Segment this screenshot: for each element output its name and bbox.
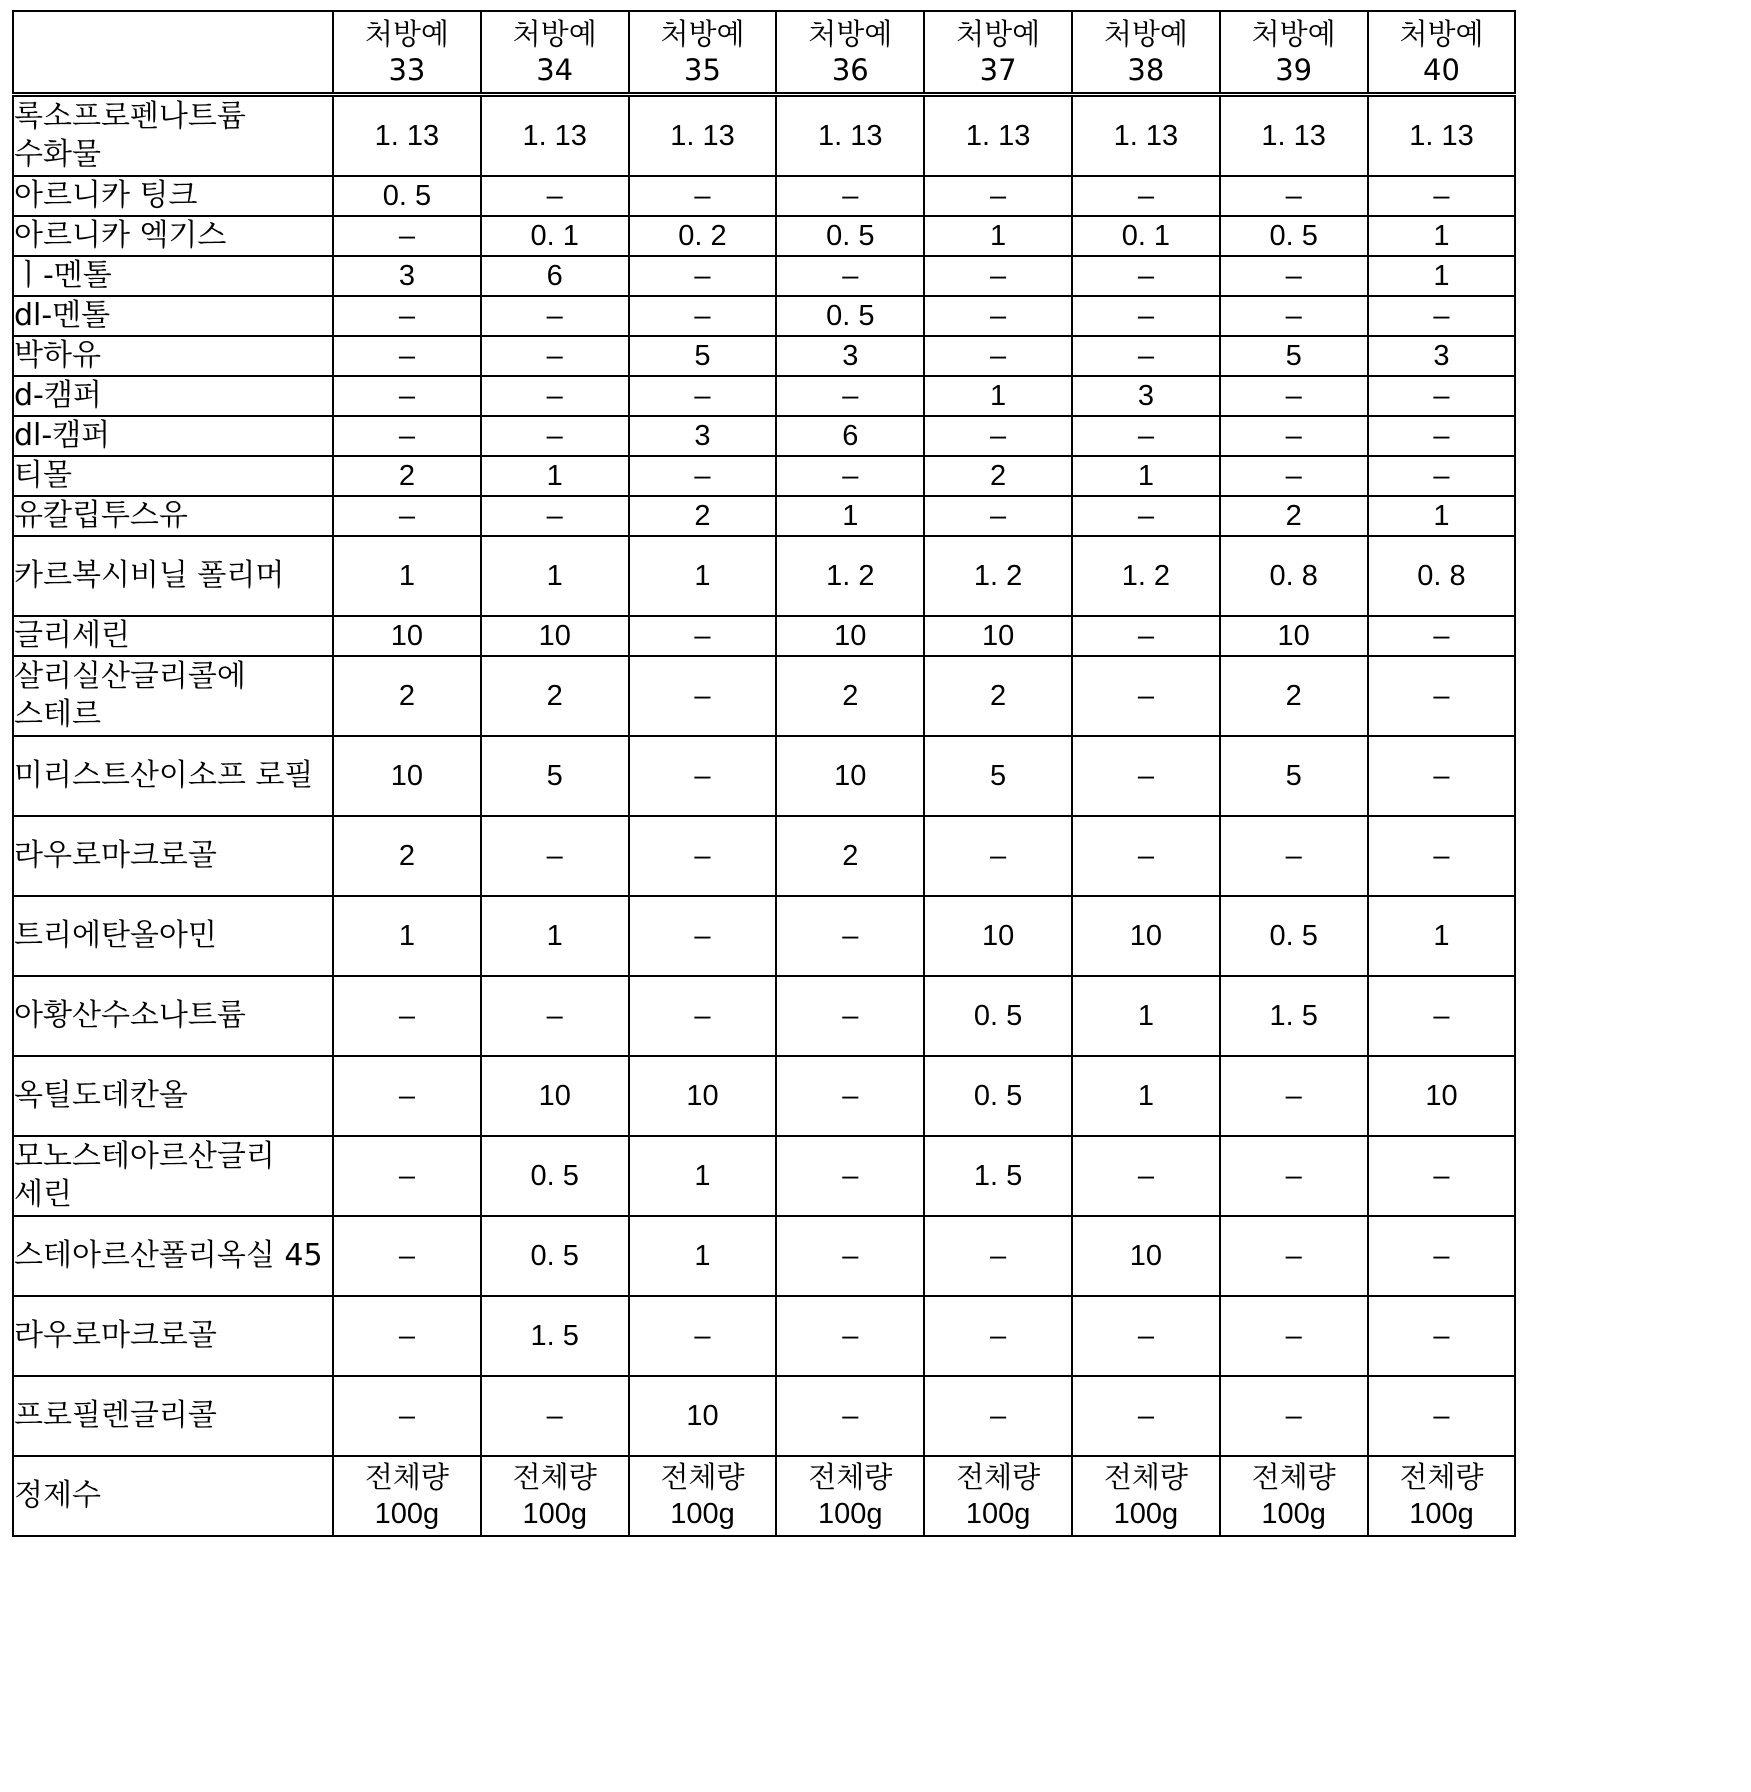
amount-cell: – [924, 496, 1072, 536]
amount-cell: 2 [333, 656, 481, 736]
amount-cell: 10 [924, 616, 1072, 656]
amount-cell: – [1072, 816, 1220, 896]
amount-cell: – [1368, 176, 1516, 216]
amount-cell: – [333, 1376, 481, 1456]
amount-cell: – [776, 1376, 924, 1456]
total-amount: 100g [670, 1498, 735, 1530]
amount-cell: 10 [1368, 1056, 1516, 1136]
ingredient-label: 라우로마크로골 [13, 1296, 333, 1376]
amount-cell: 1 [333, 536, 481, 616]
total-amount: 100g [818, 1498, 883, 1530]
amount-cell: – [924, 176, 1072, 216]
amount-cell: 1 [1072, 456, 1220, 496]
amount-cell: 1 [1368, 256, 1516, 296]
ingredient-label: 살리실산글리콜에 스테르 [13, 656, 333, 736]
amount-cell: – [776, 256, 924, 296]
total-amount-cell [1072, 1456, 1220, 1536]
amount-cell: 10 [924, 896, 1072, 976]
table-row [13, 376, 1515, 416]
amount-cell: – [1368, 1296, 1516, 1376]
amount-cell: – [1072, 656, 1220, 736]
table-row [13, 95, 1515, 177]
column-header-34 [481, 11, 629, 95]
total-amount-cell [924, 1456, 1072, 1536]
table-row [13, 896, 1515, 976]
ingredient-label: 라우로마크로골 [13, 816, 333, 896]
amount-cell: 0. 5 [1220, 896, 1368, 976]
table-row [13, 1376, 1515, 1456]
amount-cell: 2 [776, 816, 924, 896]
amount-cell: – [629, 976, 777, 1056]
column-header-title: 처방예 [364, 17, 449, 51]
total-label: 전체량 [1103, 1462, 1188, 1494]
column-header-37 [924, 11, 1072, 95]
amount-cell: 3 [1072, 376, 1220, 416]
amount-cell: – [1072, 1136, 1220, 1216]
amount-cell: – [481, 816, 629, 896]
table-row [13, 1136, 1515, 1216]
amount-cell: 1 [1072, 1056, 1220, 1136]
ingredient-label: 티몰 [13, 456, 333, 496]
amount-cell: 2 [924, 656, 1072, 736]
amount-cell: – [1220, 456, 1368, 496]
amount-cell: – [333, 376, 481, 416]
amount-cell: – [629, 816, 777, 896]
amount-cell: 10 [776, 736, 924, 816]
total-amount-cell [1220, 1456, 1368, 1536]
ingredient-label: 모노스테아르산글리 세린 [13, 1136, 333, 1216]
amount-cell: 2 [924, 456, 1072, 496]
total-label: 전체량 [1399, 1462, 1484, 1494]
amount-cell: 6 [481, 256, 629, 296]
amount-cell: 1. 2 [1072, 536, 1220, 616]
column-header-35 [629, 11, 777, 95]
column-header-38 [1072, 11, 1220, 95]
amount-cell: 2 [776, 656, 924, 736]
amount-cell: – [776, 1056, 924, 1136]
total-amount-cell [1368, 1456, 1516, 1536]
amount-cell: – [333, 416, 481, 456]
table-row [13, 616, 1515, 656]
amount-cell: – [629, 376, 777, 416]
total-label: 전체량 [956, 1462, 1041, 1494]
total-amount-cell [629, 1456, 777, 1536]
amount-cell: – [1368, 736, 1516, 816]
ingredient-label: 아황산수소나트륨 [13, 976, 333, 1056]
total-amount: 100g [1113, 1498, 1179, 1530]
amount-cell: 1 [1368, 896, 1516, 976]
table-row [13, 256, 1515, 296]
amount-cell: 1 [629, 536, 777, 616]
amount-cell: – [481, 296, 629, 336]
amount-cell: – [776, 456, 924, 496]
amount-cell: – [481, 976, 629, 1056]
amount-cell: – [776, 1296, 924, 1376]
amount-cell: – [1220, 256, 1368, 296]
amount-cell: 2 [1220, 496, 1368, 536]
amount-cell: – [1072, 1296, 1220, 1376]
amount-cell: – [1072, 416, 1220, 456]
total-amount-cell [481, 1456, 629, 1536]
amount-cell: 10 [1072, 1216, 1220, 1296]
amount-cell: – [1072, 336, 1220, 376]
amount-cell: – [776, 896, 924, 976]
total-label: 전체량 [364, 1462, 449, 1494]
amount-cell: – [1220, 1376, 1368, 1456]
column-header-number: 38 [1127, 53, 1165, 87]
amount-cell: – [333, 216, 481, 256]
ingredient-label: 정제수 [13, 1456, 333, 1536]
table-row [13, 656, 1515, 736]
amount-cell: 1 [1368, 216, 1516, 256]
amount-cell: 0. 1 [1072, 216, 1220, 256]
amount-cell: – [629, 736, 777, 816]
amount-cell: – [1220, 1136, 1368, 1216]
column-header-36 [776, 11, 924, 95]
total-label: 전체량 [660, 1462, 745, 1494]
total-label: 전체량 [512, 1462, 597, 1494]
amount-cell: – [1072, 296, 1220, 336]
table-row [13, 176, 1515, 216]
amount-cell: 5 [1220, 336, 1368, 376]
amount-cell: 0. 1 [481, 216, 629, 256]
ingredient-label: d-캠퍼 [13, 376, 333, 416]
amount-cell: – [924, 416, 1072, 456]
amount-cell: 1. 13 [629, 95, 777, 177]
amount-cell: 1 [629, 1136, 777, 1216]
amount-cell: 1. 13 [1072, 95, 1220, 177]
amount-cell: 5 [924, 736, 1072, 816]
total-amount: 100g [522, 1498, 587, 1530]
table-body [13, 95, 1515, 1537]
amount-cell: – [1072, 496, 1220, 536]
amount-cell: 1. 13 [481, 95, 629, 177]
column-header-number: 34 [536, 53, 574, 87]
amount-cell: 1 [1368, 496, 1516, 536]
amount-cell: – [1368, 1216, 1516, 1296]
amount-cell: – [1368, 376, 1516, 416]
header-row [13, 11, 1515, 95]
ingredient-label: 아르니카 팅크 [13, 176, 333, 216]
column-header-number: 40 [1423, 53, 1460, 87]
ingredient-label: 트리에탄올아민 [13, 896, 333, 976]
amount-cell: 3 [776, 336, 924, 376]
ingredient-label: 옥틸도데칸올 [13, 1056, 333, 1136]
amount-cell: 5 [481, 736, 629, 816]
amount-cell: – [924, 336, 1072, 376]
amount-cell: 0. 2 [629, 216, 777, 256]
amount-cell: 0. 8 [1368, 536, 1516, 616]
formulation-table-container [12, 10, 1516, 1537]
amount-cell: 2 [333, 816, 481, 896]
amount-cell: 0. 5 [481, 1216, 629, 1296]
ingredient-label: 록소프로펜나트륨 수화물 [13, 95, 333, 177]
amount-cell: 6 [776, 416, 924, 456]
amount-cell: 1 [481, 456, 629, 496]
total-label: 전체량 [1251, 1462, 1336, 1494]
ingredient-label: 아르니카 엑기스 [13, 216, 333, 256]
amount-cell: 1 [629, 1216, 777, 1296]
amount-cell: – [629, 896, 777, 976]
table-row [13, 416, 1515, 456]
amount-cell: 0. 5 [776, 296, 924, 336]
table-row [13, 1216, 1515, 1296]
ingredient-label: 미리스트산이소프 로필 [13, 736, 333, 816]
amount-cell: 0. 5 [1220, 216, 1368, 256]
amount-cell: – [629, 616, 777, 656]
total-amount: 100g [374, 1498, 440, 1530]
ingredient-label: 박하유 [13, 336, 333, 376]
total-amount-cell [776, 1456, 924, 1536]
amount-cell: 2 [481, 656, 629, 736]
ingredient-label: 프로필렌글리콜 [13, 1376, 333, 1456]
table-row [13, 976, 1515, 1056]
formulation-table [12, 10, 1516, 1537]
amount-cell: 1. 2 [776, 536, 924, 616]
amount-cell: 1. 5 [1220, 976, 1368, 1056]
amount-cell: – [333, 296, 481, 336]
amount-cell: 1. 5 [481, 1296, 629, 1376]
column-header-39 [1220, 11, 1368, 95]
amount-cell: – [629, 1296, 777, 1376]
column-header-40 [1368, 11, 1516, 95]
amount-cell: – [1368, 656, 1516, 736]
amount-cell: 10 [333, 616, 481, 656]
column-header-number: 37 [979, 53, 1017, 87]
amount-cell: – [1220, 176, 1368, 216]
amount-cell: 5 [629, 336, 777, 376]
amount-cell: – [924, 1216, 1072, 1296]
amount-cell: – [333, 496, 481, 536]
column-header-number: 36 [831, 53, 869, 87]
column-header-title: 처방예 [1103, 17, 1188, 51]
amount-cell: 10 [776, 616, 924, 656]
amount-cell: – [481, 176, 629, 216]
total-amount-cell [333, 1456, 481, 1536]
total-amount: 100g [1261, 1498, 1326, 1530]
ingredient-label: ㅣ-멘톨 [13, 256, 333, 296]
amount-cell: – [776, 976, 924, 1056]
amount-cell: 2 [629, 496, 777, 536]
amount-cell: – [481, 416, 629, 456]
amount-cell: – [1072, 736, 1220, 816]
total-label: 전체량 [808, 1462, 893, 1494]
amount-cell: – [1220, 416, 1368, 456]
table-row [13, 1056, 1515, 1136]
amount-cell: – [1368, 816, 1516, 896]
amount-cell: – [1368, 456, 1516, 496]
amount-cell: – [1368, 976, 1516, 1056]
amount-cell: – [333, 1296, 481, 1376]
amount-cell: 1 [481, 536, 629, 616]
amount-cell: – [1368, 1376, 1516, 1456]
amount-cell: 1 [481, 896, 629, 976]
amount-cell: – [333, 976, 481, 1056]
table-row [13, 336, 1515, 376]
amount-cell: – [1368, 616, 1516, 656]
amount-cell: 10 [629, 1376, 777, 1456]
amount-cell: 1. 13 [1368, 95, 1516, 177]
amount-cell: – [333, 1216, 481, 1296]
amount-cell: 1. 5 [924, 1136, 1072, 1216]
column-header-title: 처방예 [1399, 17, 1484, 51]
amount-cell: – [776, 176, 924, 216]
amount-cell: 1. 13 [1220, 95, 1368, 177]
amount-cell: 0. 5 [776, 216, 924, 256]
table-row [13, 736, 1515, 816]
amount-cell: 0. 5 [333, 176, 481, 216]
column-header-title: 처방예 [956, 17, 1041, 51]
amount-cell: 5 [1220, 736, 1368, 816]
amount-cell: – [1220, 1296, 1368, 1376]
amount-cell: 10 [1220, 616, 1368, 656]
amount-cell: – [1072, 176, 1220, 216]
amount-cell: – [629, 296, 777, 336]
amount-cell: 10 [629, 1056, 777, 1136]
ingredient-label: 글리세린 [13, 616, 333, 656]
table-row [13, 1296, 1515, 1376]
column-header-number: 39 [1275, 53, 1313, 87]
amount-cell: 1 [924, 376, 1072, 416]
amount-cell: 1. 13 [924, 95, 1072, 177]
table-row [13, 296, 1515, 336]
amount-cell: – [1072, 616, 1220, 656]
amount-cell: – [629, 176, 777, 216]
amount-cell: – [629, 656, 777, 736]
table-row [13, 456, 1515, 496]
amount-cell: – [776, 1216, 924, 1296]
amount-cell: – [1220, 816, 1368, 896]
amount-cell: 1. 13 [333, 95, 481, 177]
total-amount: 100g [1409, 1498, 1474, 1530]
column-header-title: 처방예 [808, 17, 893, 51]
amount-cell: – [1368, 296, 1516, 336]
amount-cell: 10 [481, 1056, 629, 1136]
corner-cell [13, 11, 333, 95]
table-row [13, 816, 1515, 896]
amount-cell: 1 [924, 216, 1072, 256]
column-header-title: 처방예 [660, 17, 745, 51]
amount-cell: 10 [481, 616, 629, 656]
amount-cell: 0. 5 [481, 1136, 629, 1216]
table-row [13, 536, 1515, 616]
amount-cell: – [1220, 1056, 1368, 1136]
amount-cell: – [1368, 416, 1516, 456]
amount-cell: 3 [629, 416, 777, 456]
amount-cell: – [629, 256, 777, 296]
ingredient-label: 카르복시비닐 폴리머 [13, 536, 333, 616]
amount-cell: 1. 13 [776, 95, 924, 177]
column-header-33 [333, 11, 481, 95]
total-amount: 100g [965, 1498, 1031, 1530]
amount-cell: – [1220, 376, 1368, 416]
amount-cell: 1 [333, 896, 481, 976]
amount-cell: – [333, 336, 481, 376]
amount-cell: 2 [1220, 656, 1368, 736]
amount-cell: – [481, 1376, 629, 1456]
amount-cell: – [924, 256, 1072, 296]
ingredient-label: dl-캠퍼 [13, 416, 333, 456]
amount-cell: – [1220, 296, 1368, 336]
amount-cell: – [924, 816, 1072, 896]
ingredient-label: dl-멘톨 [13, 296, 333, 336]
total-row [13, 1456, 1515, 1536]
amount-cell: 0. 5 [924, 1056, 1072, 1136]
column-header-title: 처방예 [512, 17, 597, 51]
amount-cell: 1 [1072, 976, 1220, 1056]
ingredient-label: 스테아르산폴리옥실 45 [13, 1216, 333, 1296]
amount-cell: – [924, 1376, 1072, 1456]
amount-cell: 2 [333, 456, 481, 496]
amount-cell: 10 [333, 736, 481, 816]
amount-cell: – [629, 456, 777, 496]
amount-cell: – [924, 296, 1072, 336]
ingredient-label: 유칼립투스유 [13, 496, 333, 536]
amount-cell: – [481, 336, 629, 376]
amount-cell: 3 [1368, 336, 1516, 376]
column-header-number: 35 [684, 53, 721, 87]
amount-cell: 10 [1072, 896, 1220, 976]
table-row [13, 216, 1515, 256]
amount-cell: – [333, 1136, 481, 1216]
amount-cell: 0. 5 [924, 976, 1072, 1056]
amount-cell: – [1072, 1376, 1220, 1456]
column-header-number: 33 [388, 53, 426, 87]
amount-cell: 1 [776, 496, 924, 536]
amount-cell: – [1220, 1216, 1368, 1296]
amount-cell: 3 [333, 256, 481, 296]
amount-cell: – [481, 376, 629, 416]
amount-cell: – [1368, 1136, 1516, 1216]
amount-cell: – [1072, 256, 1220, 296]
column-header-title: 처방예 [1251, 17, 1336, 51]
amount-cell: 0. 8 [1220, 536, 1368, 616]
amount-cell: 1. 2 [924, 536, 1072, 616]
amount-cell: – [924, 1296, 1072, 1376]
table-row [13, 496, 1515, 536]
amount-cell: – [776, 1136, 924, 1216]
amount-cell: – [333, 1056, 481, 1136]
amount-cell: – [481, 496, 629, 536]
amount-cell: – [776, 376, 924, 416]
